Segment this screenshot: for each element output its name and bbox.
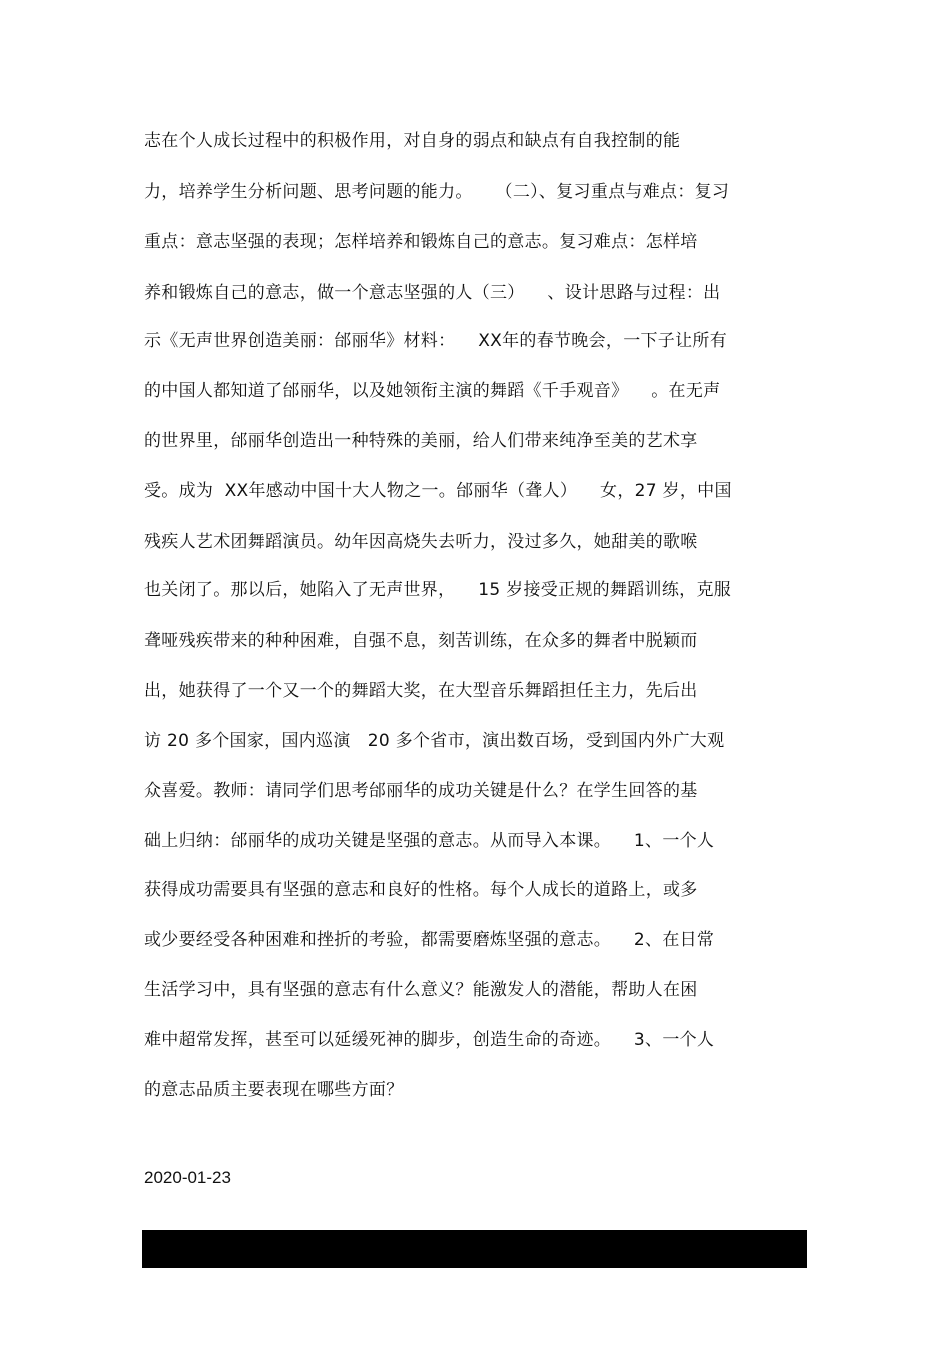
body-text-line: 的中国人都知道了邰丽华，以及她领衔主演的舞蹈《千手观音》 。在无声 — [144, 381, 721, 401]
body-text-line: 的意志品质主要表现在哪些方面？ — [144, 1080, 404, 1100]
body-text-line: 获得成功需要具有坚强的意志和良好的性格。每个人成长的道路上，或多 — [144, 880, 698, 900]
body-text-line: 访 20 多个国家，国内巡演 20 多个省市，演出数百场，受到国内外广大观 — [144, 731, 725, 751]
footer-bar — [142, 1230, 807, 1268]
body-text-line: 示《无声世界创造美丽：邰丽华》材料： XX年的春节晚会，一下子让所有 — [144, 331, 728, 351]
body-text-line: 养和锻炼自己的意志，做一个意志坚强的人（三） 、设计思路与过程：出 — [144, 283, 721, 303]
body-text-line: 或少要经受各种困难和挫折的考验，都需要磨炼坚强的意志。 2、在日常 — [144, 930, 715, 950]
body-text-line: 志在个人成长过程中的积极作用，对自身的弱点和缺点有自我控制的能 — [144, 131, 681, 151]
body-text-line: 出，她获得了一个又一个的舞蹈大奖，在大型音乐舞蹈担任主力，先后出 — [144, 681, 698, 701]
body-text-line: 也关闭了。那以后，她陷入了无声世界， 15 岁接受正规的舞蹈训练，克服 — [144, 580, 732, 600]
body-text-line: 聋哑残疾带来的种种困难，自强不息，刻苦训练，在众多的舞者中脱颖而 — [144, 631, 698, 651]
body-text-line: 难中超常发挥，甚至可以延缓死神的脚步，创造生命的奇迹。 3、一个人 — [144, 1030, 715, 1050]
body-text-line: 础上归纳：邰丽华的成功关键是坚强的意志。从而导入本课。 1、一个人 — [144, 831, 715, 851]
body-text-line: 受。成为 XX年感动中国十大人物之一。邰丽华（聋人） 女，27 岁，中国 — [144, 481, 732, 501]
body-text-line: 的世界里，邰丽华创造出一种特殊的美丽，给人们带来纯净至美的艺术享 — [144, 431, 698, 451]
body-text-line: 生活学习中，具有坚强的意志有什么意义？能激发人的潜能，帮助人在困 — [144, 980, 698, 1000]
body-text-line: 力，培养学生分析问题、思考问题的能力。 （二）、复习重点与难点：复习 — [144, 182, 730, 202]
document-date: 2020-01-23 — [144, 1168, 231, 1187]
body-text-line: 重点：意志坚强的表现；怎样培养和锻炼自己的意志。复习难点：怎样培 — [144, 232, 698, 252]
body-text-line: 残疾人艺术团舞蹈演员。幼年因高烧失去听力，没过多久，她甜美的歌喉 — [144, 532, 698, 552]
body-text-line: 众喜爱。教师：请同学们思考邰丽华的成功关键是什么？在学生回答的基 — [144, 781, 698, 801]
